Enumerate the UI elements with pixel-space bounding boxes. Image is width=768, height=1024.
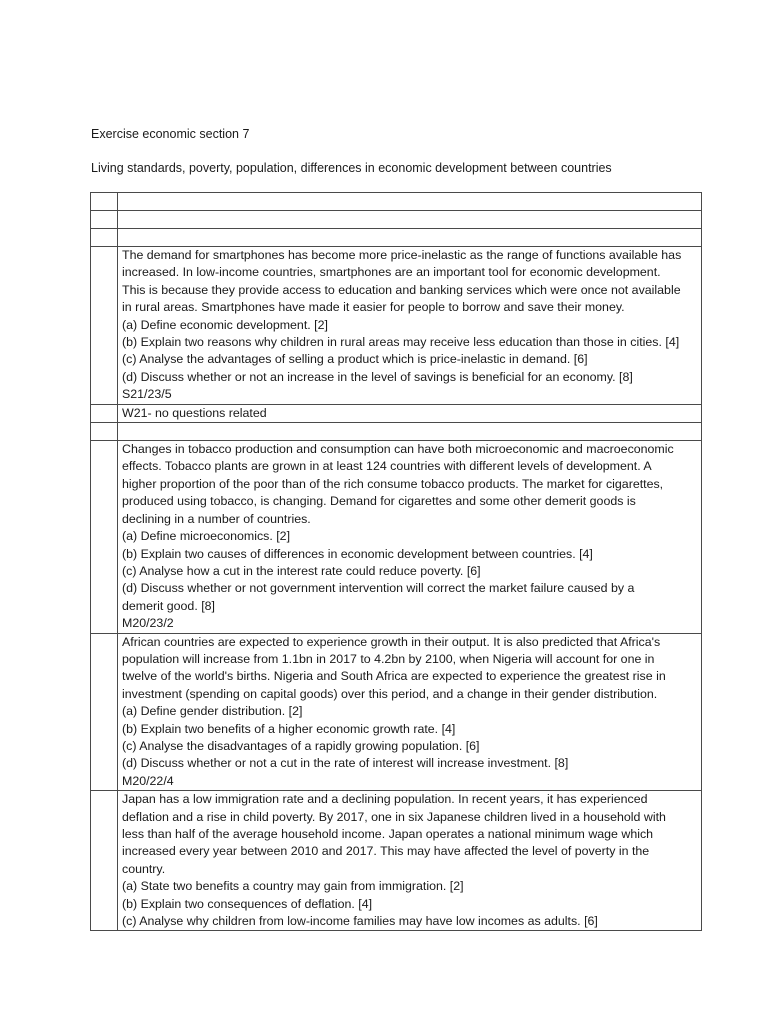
question-row — [91, 791, 702, 931]
question-text-cell — [118, 229, 702, 247]
row-number-cell — [91, 193, 118, 211]
question-line: Japan has a low immigration rate and a declining population. In recent years, it has experienced — [122, 792, 648, 807]
question-line: (c) Analyse the advantages of selling a product which is price-inelastic in demand. [6] — [122, 352, 588, 367]
question-line: (b) Explain two benefits of a higher economic growth rate. [4] — [122, 721, 456, 736]
question-row — [91, 247, 702, 405]
row-number-cell — [91, 791, 118, 931]
question-line: higher proportion of the poor than of the rich consume tobacco products. The market for cigarettes, — [122, 476, 664, 491]
question-text-cell — [118, 441, 702, 633]
question-line: effects. Tobacco plants are grown in at least 124 countries with different levels of development. A — [122, 459, 652, 474]
question-text-cell — [118, 247, 702, 405]
question-line: S21/23/5 — [122, 387, 172, 402]
question-line: African countries are expected to experience growth in their output. It is also predicted that Africa's — [122, 634, 661, 649]
question-line: M20/23/2 — [122, 616, 174, 631]
question-line: (c) Analyse why children from low-income families may have low incomes as adults. [6] — [122, 914, 598, 929]
question-text-cell — [118, 791, 702, 931]
question-line: deflation and a rise in child poverty. By 2017, one in six Japanese children lived in a household with — [122, 809, 666, 824]
question-line: investment (spending on capital goods) over this period, and a change in their gender distribution. — [122, 686, 658, 701]
question-line: (b) Explain two reasons why children in rural areas may receive less education than those in cities. [4] — [122, 335, 680, 350]
question-line: (b) Explain two causes of differences in economic development between countries. [4] — [122, 546, 593, 561]
row-number-cell — [91, 423, 118, 441]
empty-row — [91, 193, 702, 211]
question-line: population will increase from 1.1bn in 2017 to 4.2bn by 2100, when Nigeria will account for one in — [122, 651, 655, 666]
question-line: produced using tobacco, is changing. Demand for cigarettes and some other demerit goods is — [122, 494, 636, 509]
question-line: declining in a number of countries. — [122, 511, 311, 526]
question-line: (a) Define gender distribution. [2] — [122, 704, 303, 719]
row-number-cell — [91, 441, 118, 633]
page-subtitle: Living standards, poverty, population, differences in economic development between countries — [91, 161, 612, 175]
question-line: (c) Analyse how a cut in the interest rate could reduce poverty. [6] — [122, 563, 481, 578]
question-line: increased. In low-income countries, smartphones are an important tool for economic development. — [122, 265, 661, 280]
question-line: Changes in tobacco production and consumption can have both microeconomic and macroeconomic — [122, 442, 674, 457]
question-line: less than half of the average household income. Japan operates a national minimum wage which — [122, 827, 654, 841]
question-row — [91, 633, 702, 791]
question-line: increased every year between 2010 and 2017. This may have affected the level of poverty in the — [122, 844, 650, 859]
row-number-cell — [91, 633, 118, 791]
question-line: (a) Define economic development. [2] — [122, 317, 328, 332]
empty-row — [91, 423, 702, 441]
question-line: country. — [122, 861, 166, 876]
question-line: The demand for smartphones has become more price-inelastic as the range of functions available has — [122, 248, 682, 262]
question-line: (d) Discuss whether or not government intervention will correct the market failure caused by a — [122, 581, 635, 596]
question-line: (a) State two benefits a country may gain from immigration. [2] — [122, 879, 464, 894]
question-text-cell — [118, 633, 702, 791]
row-number-cell — [91, 247, 118, 405]
empty-row — [91, 229, 702, 247]
page-title: Exercise economic section 7 — [91, 127, 250, 141]
row-number-cell — [91, 211, 118, 229]
question-line: in rural areas. Smartphones have made it easier for people to borrow and save their money. — [122, 300, 625, 315]
question-line: (d) Discuss whether or not an increase in the level of savings is beneficial for an economy. [8] — [122, 369, 633, 384]
question-text-cell — [118, 404, 702, 422]
question-text-cell — [118, 193, 702, 211]
question-line: This is because they provide access to education and banking services which were once not available — [122, 282, 681, 297]
empty-row — [91, 211, 702, 229]
question-row — [91, 441, 702, 633]
question-line: M20/22/4 — [122, 773, 174, 788]
question-row — [91, 404, 702, 422]
question-text-cell — [118, 423, 702, 441]
question-line: (d) Discuss whether or not a cut in the rate of interest will increase investment. [8] — [122, 756, 569, 771]
question-line: W21- no questions related — [122, 405, 267, 420]
question-line: demerit good. [8] — [122, 598, 215, 613]
question-text-cell — [118, 211, 702, 229]
questions-table — [90, 192, 702, 931]
question-line: twelve of the world's births. Nigeria and South Africa are expected to experience the greatest rise in — [122, 669, 666, 684]
question-line: (c) Analyse the disadvantages of a rapidly growing population. [6] — [122, 738, 480, 753]
row-number-cell — [91, 229, 118, 247]
questions-table-body — [91, 193, 702, 931]
question-line: (a) Define microeconomics. [2] — [122, 529, 291, 544]
row-number-cell — [91, 404, 118, 422]
question-line: (b) Explain two consequences of deflation. [4] — [122, 896, 373, 911]
